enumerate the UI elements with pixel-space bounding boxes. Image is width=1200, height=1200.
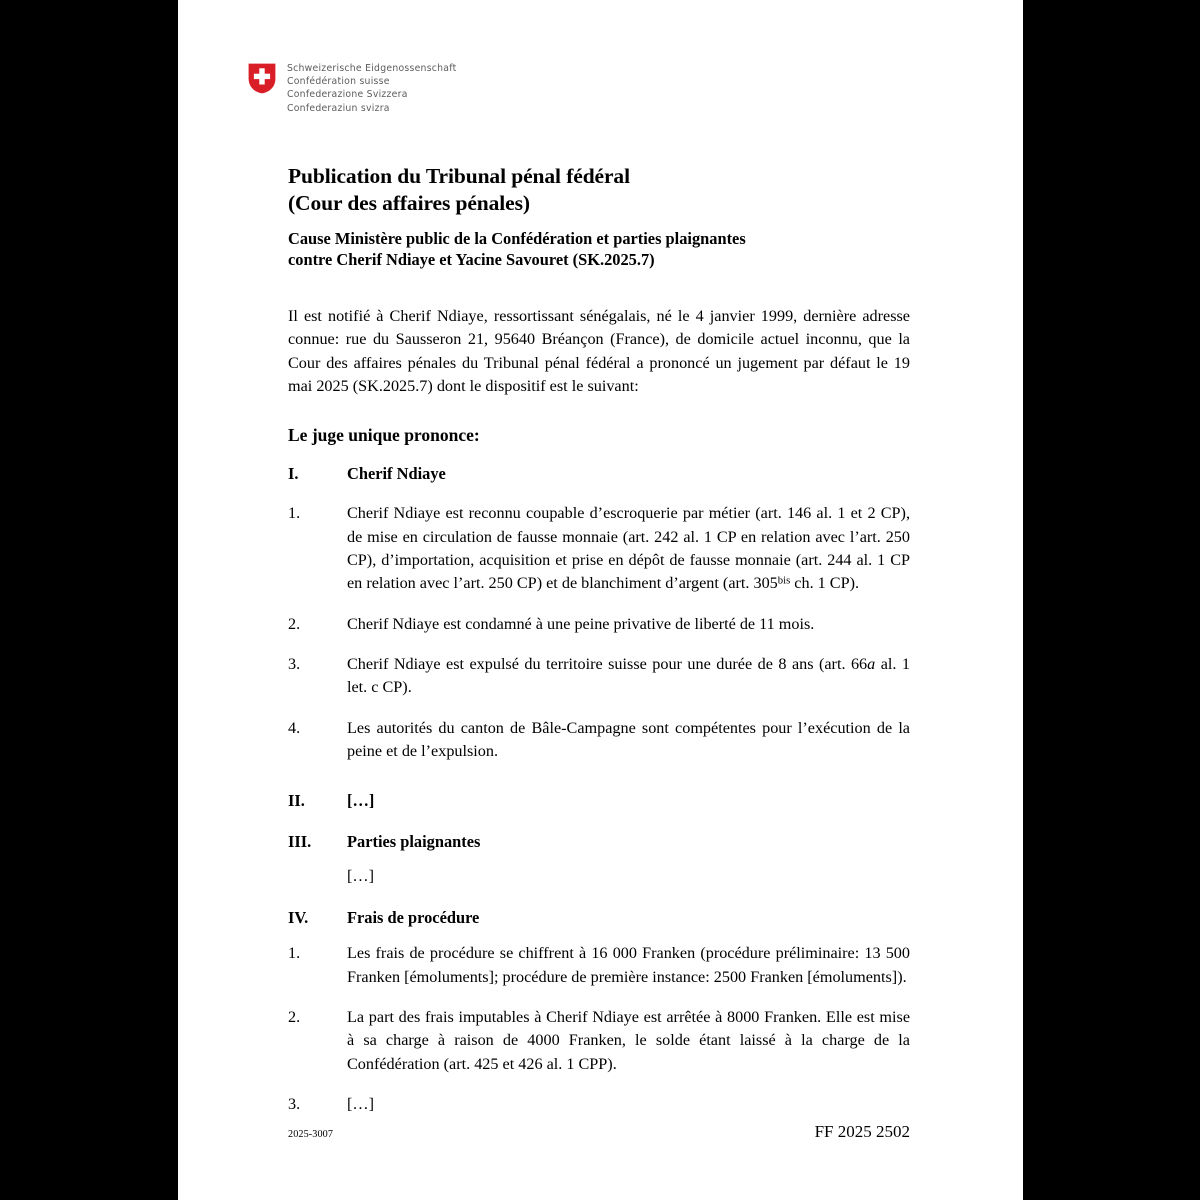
page-title-line1: Publication du Tribunal pénal fédéral [288,164,630,188]
item-marker: 3. [288,1094,301,1113]
section-iii-placeholder [288,854,910,888]
section-title-iii: Parties plaignantes [347,832,481,852]
item-marker: 4. [288,718,301,737]
superscript-bis: bis [777,574,791,587]
logo-line-fr: Confédération suisse [287,76,390,88]
page-title [288,0,910,217]
logo-line-de: Schweizerische Eidgenossenschaft [287,63,457,74]
section-iv-item-1 [288,929,910,989]
item-text [347,653,910,700]
item-text [347,502,910,595]
item-text: Cherif Ndiaye est condamné à une peine privative de liberté de 11 mois. [347,614,815,633]
swiss-coat-of-arms-icon [248,63,276,94]
page-title-line2: (Cour des affaires pénales) [288,191,530,215]
section-i-item-1 [288,485,910,595]
section-marker-ii: II. [288,791,305,811]
item-marker: 2. [288,614,301,633]
item-text-part2: ch. 1 CP). [790,574,860,593]
section-marker-iv: IV. [288,908,309,928]
page-subtitle-line1: Cause Ministère public de la Confédération et parties plaignantes [288,229,746,248]
logo-line-rm: Confederaziun svizra [287,102,390,114]
placeholder-text: […] [347,866,374,885]
pronounce-heading: Le juge unique prononce: [288,425,480,446]
intro-paragraph: Il est notifié à Cherif Ndiaye, ressortissant sénégalais, né le 4 janvier 1999, dernière adresse connue: rue du Sausseron 21, 95640 Bréançon (France), de domicile actuel inconnu, que la Cour des affaires pénales du Tribunal pénal fédéral a prononcé un jugement par défaut le 19 mai 2025 (SK.2025.7) dont le dispositif est le suivant: [288,307,910,395]
pdf-page [178,0,1023,1200]
section-marker-iii: III. [288,832,312,852]
section-iv-item-2 [288,989,910,1076]
item-marker: 3. [288,654,301,673]
section-i-item-2 [288,596,910,636]
section-marker-i: I. [288,464,299,484]
section-i-item-4 [288,700,910,764]
document-content [288,0,910,1116]
section-title-i: Cherif Ndiaye [347,464,446,484]
item-text: Les frais de procédure se chiffrent à 16 000 Franken (procédure préliminaire: 13 500 Franken [émoluments]; procédure de première instance: 2500 Franken [émoluments]). [347,944,910,986]
item-text-part1: Cherif Ndiaye est expulsé du territoire suisse pour une durée de 8 ans (art. 66 [347,654,868,673]
item-text: La part des frais imputables à Cherif Ndiaye est arrêtée à 8000 Franken. Elle est mise à sa charge à raison de 4000 Franken, le solde étant laissé à la charge de la Confédération (art. 425 et 426 al. 1 CPP). [347,1007,910,1073]
item-text-part2: al. 1 let. c CP). [347,654,911,697]
item-marker: 1. [288,504,301,523]
logo-line-it: Confederazione Svizzera [287,89,408,101]
section-heading-iii [288,812,910,853]
page-footer [288,1122,910,1142]
item-marker: 1. [288,944,301,963]
item-text: Les autorités du canton de Bâle-Campagne sont compétentes pour l’exécution de la peine et de l’expulsion. [347,718,910,760]
item-marker: 2. [288,1007,301,1026]
page-subtitle-line2: contre Cherif Ndiaye et Yacine Savouret (SK.2025.7) [288,250,655,269]
page-subtitle [288,217,910,270]
italic-letter: a [867,654,876,673]
item-text-part1: Cherif Ndiaye est reconnu coupable d’escroquerie par métier (art. 146 al. 1 et 2 CP), de mise en circulation de fausse monnaie (art. 242 al. 1 CP en relation avec l’art. 250 CP), d’importation, acquisition et prise en dépôt de fausse monnaie (art. 244 al. 1 CP en relation avec l’art. 250 CP) et de blanchiment d’argent (art. 305 [347,504,910,593]
section-heading-ii [288,763,910,812]
section-i-item-3 [288,636,910,700]
item-text: […] [347,1094,374,1113]
section-heading-iv [288,888,910,929]
footer-document-number: 2025-3007 [288,1129,334,1140]
section-iv-item-3 [288,1076,910,1116]
section-title-iv: Frais de procédure [347,908,480,928]
section-heading-i [288,446,910,485]
section-title-ii: […] [347,791,375,811]
footer-reference: FF 2025 2502 [814,1122,910,1141]
